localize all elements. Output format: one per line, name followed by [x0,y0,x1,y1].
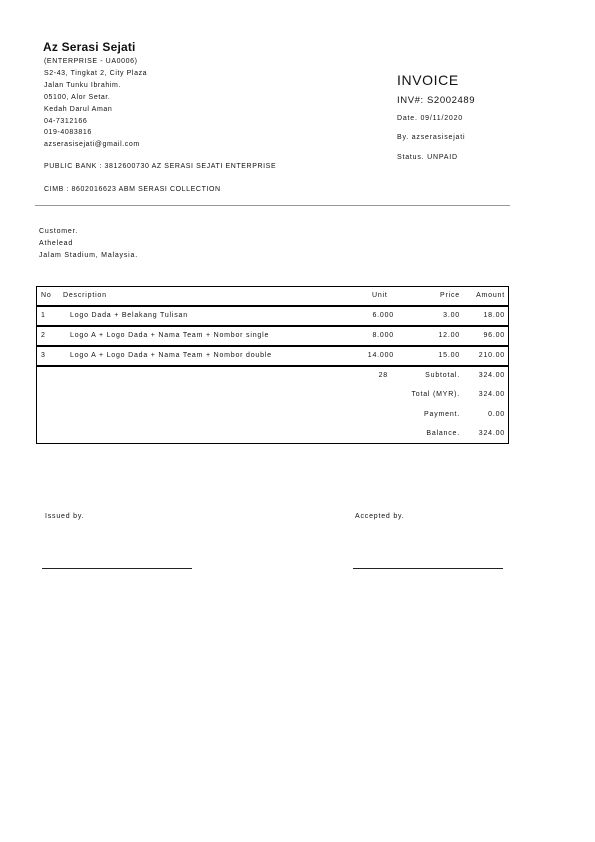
row-unit: 14.000 [367,352,394,359]
row-price: 12.00 [438,332,460,339]
row-amount: 210.00 [478,352,505,359]
issued-signature-line [42,568,192,569]
invoice-date: Date. 09/11/2020 [397,115,463,122]
header-unit: Unit [372,292,388,299]
row-no: 2 [41,332,46,339]
header-description: Description [63,292,107,299]
company-registration: (ENTERPRISE - UA0006) [44,58,138,65]
payment-label: Payment. [424,411,460,418]
customer-label: Customer. [39,228,79,235]
subtotal-value: 324.00 [478,372,505,379]
row-description: Logo Dada + Belakang Tulisan [70,312,188,319]
row-unit: 8.000 [372,332,394,339]
payment-value: 0.00 [488,411,505,418]
invoice-number: INV#: S2002489 [397,95,476,106]
total-label: Total (MYR). [411,391,460,398]
row-price: 15.00 [438,352,460,359]
balance-label: Balance. [426,430,460,437]
accepted-by-label: Accepted by. [355,513,405,520]
invoice-issuer: By. azserasisejati [397,134,466,141]
invoice-status: Status. UNPAID [397,154,458,161]
row-price: 3.00 [443,312,460,319]
table-divider [37,365,508,367]
row-description: Logo A + Logo Dada + Nama Team + Nombor double [70,352,272,359]
customer-name: Athelead [39,240,74,247]
company-name: Az Serasi Sejati [43,40,136,54]
bank-account-cimb: CIMB : 8602016623 ABM SERASI COLLECTION [44,186,221,193]
company-phone: 04-7312166 [44,117,88,125]
invoice-table [36,286,509,444]
row-description: Logo A + Logo Dada + Nama Team + Nombor single [70,332,270,339]
row-no: 1 [41,312,46,319]
header-no: No [41,292,52,299]
row-no: 3 [41,352,46,359]
customer-address: Jalam Stadium, Malaysia. [39,252,138,259]
header-divider [35,205,510,206]
address-line-1: S2-43, Tingkat 2, City Plaza [44,69,148,77]
issued-by-label: Issued by. [45,513,85,520]
bank-account-public: PUBLIC BANK : 3812600730 AZ SERASI SEJATI ENTERPRISE [44,163,277,170]
subtotal-label: Subtotal. [425,372,460,379]
address-line-4: Kedah Darul Aman [44,105,113,113]
address-line-2: Jalan Tunku Ibrahim. [44,81,121,89]
balance-value: 324.00 [478,430,505,437]
company-email: azserasisejati@gmail.com [44,141,140,149]
header-amount: Amount [476,292,505,299]
company-mobile: 019-4083816 [44,129,92,137]
header-price: Price [440,292,460,299]
table-divider [37,305,508,307]
customer-block [39,226,138,262]
table-divider [37,325,508,327]
row-unit: 6.000 [372,312,394,319]
invoice-title: INVOICE [397,72,459,88]
unit-total: 28 [378,372,388,379]
total-value: 324.00 [478,391,505,398]
table-divider [37,345,508,347]
row-amount: 18.00 [483,312,505,319]
row-amount: 96.00 [483,332,505,339]
address-line-3: 05100, Alor Setar. [44,93,111,101]
accepted-signature-line [353,568,503,569]
company-address [44,56,147,151]
